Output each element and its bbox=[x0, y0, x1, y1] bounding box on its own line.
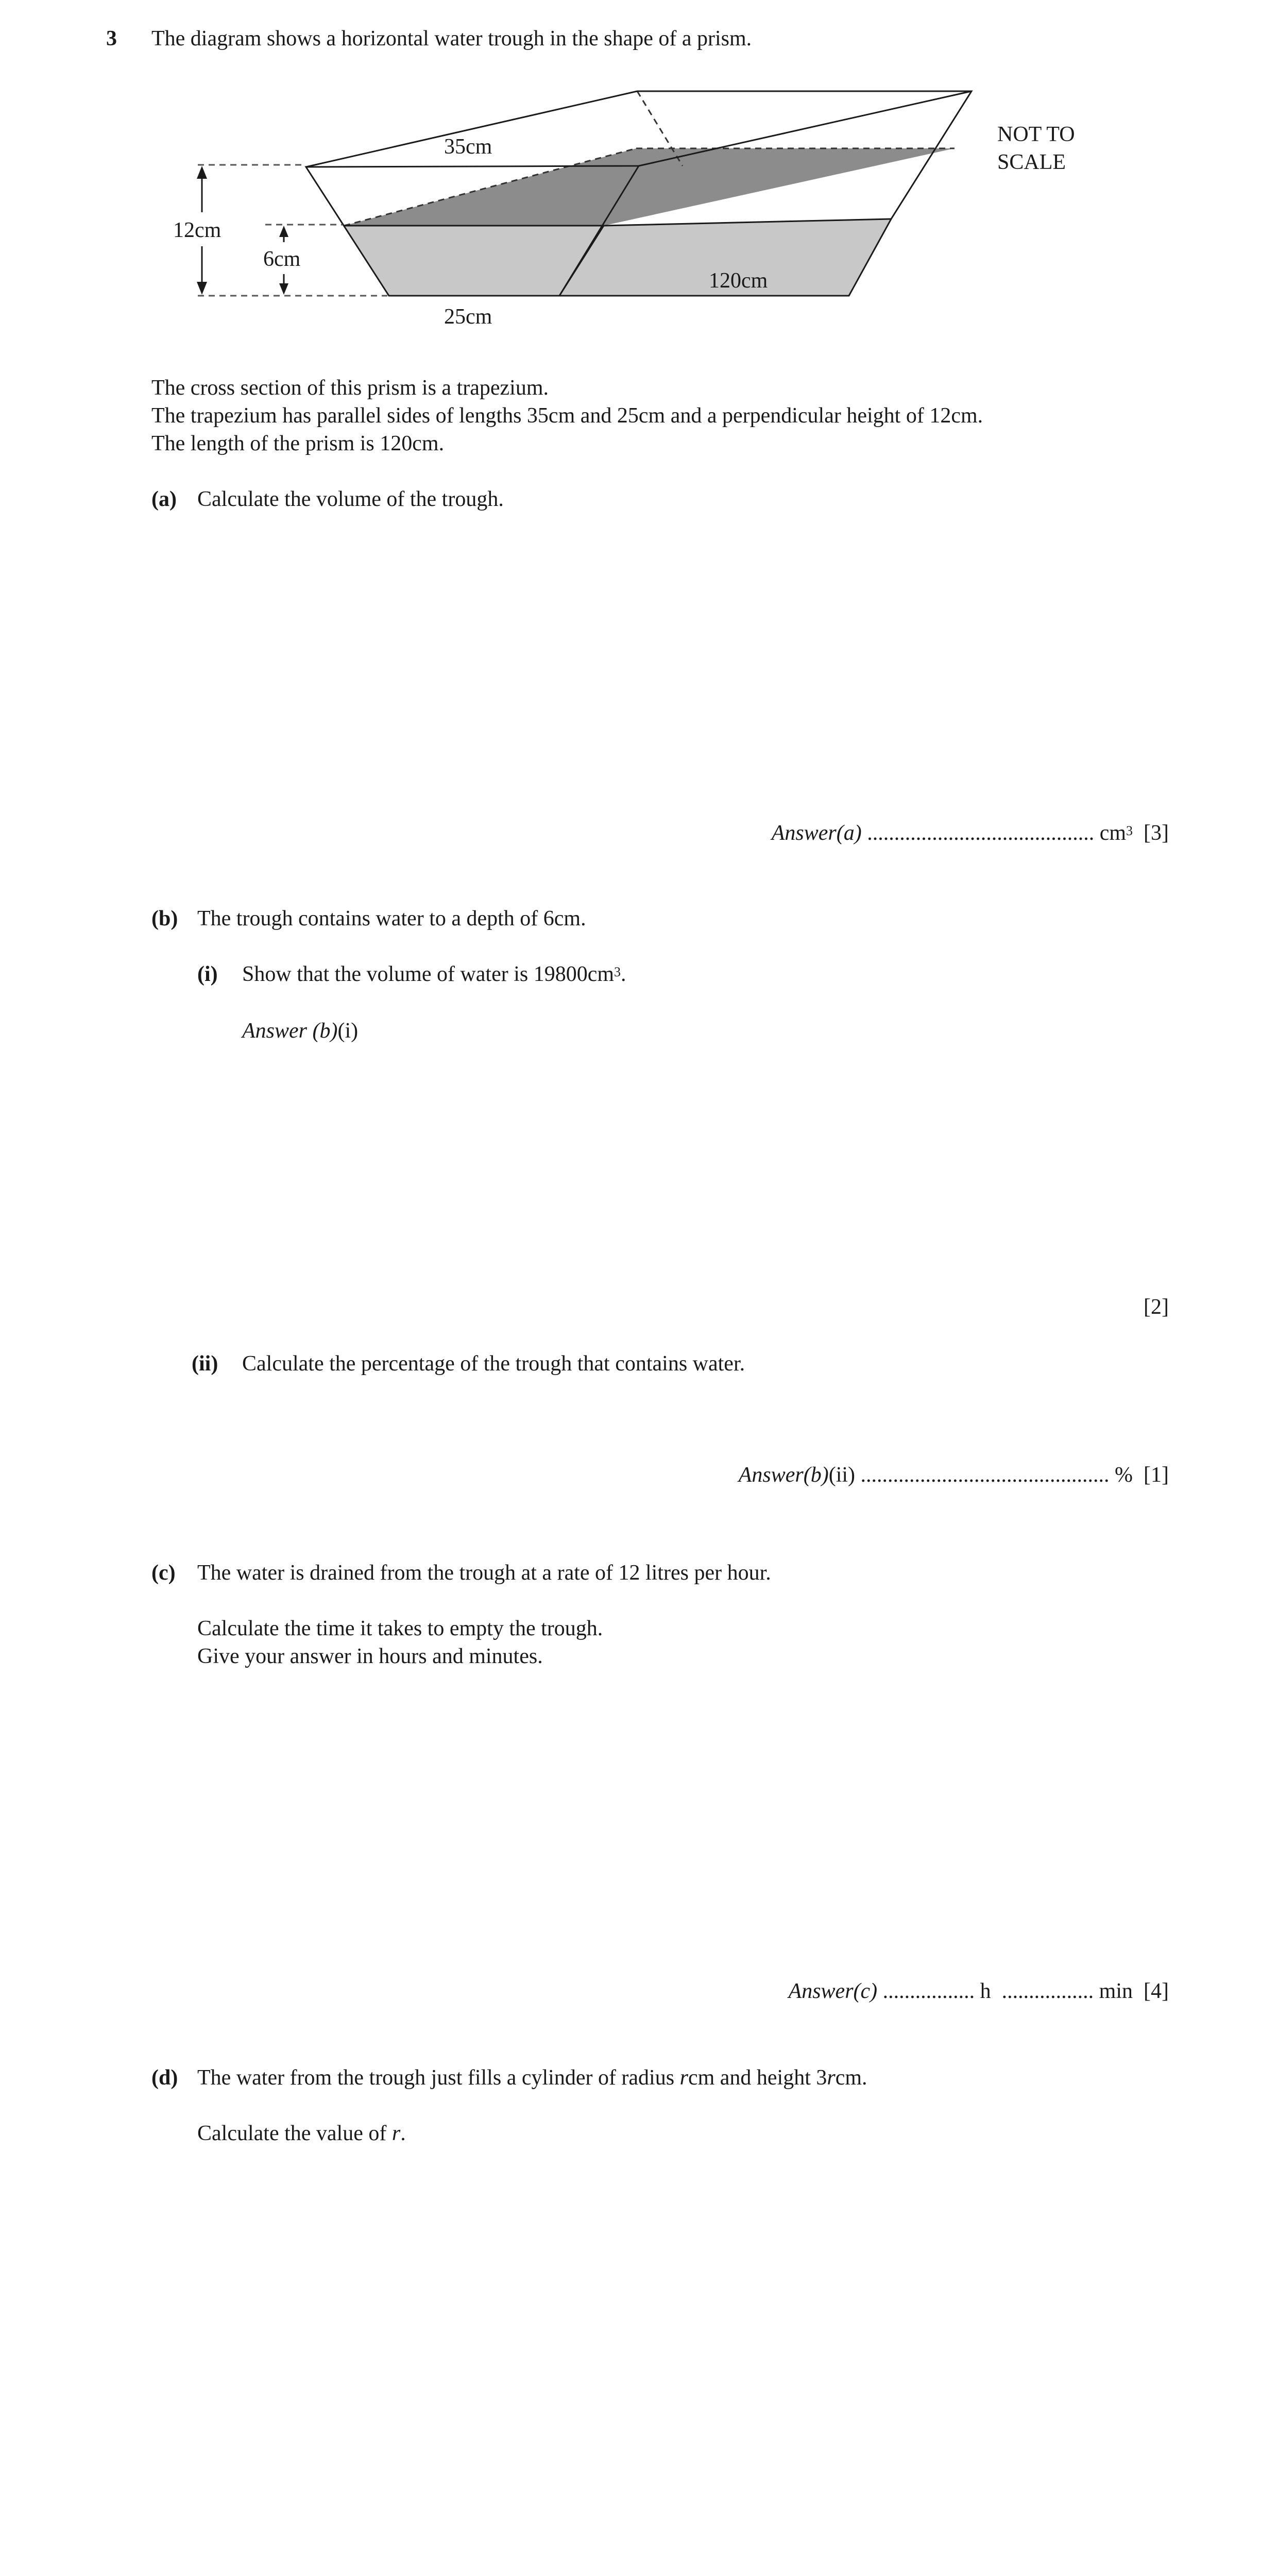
part-b-text: The trough contains water to a depth of 6cm. bbox=[197, 907, 586, 930]
description-line-2: The trapezium has parallel sides of lengths 35cm and 25cm and a perpendicular height of 12cm. bbox=[151, 404, 983, 428]
not-to-scale-line1: NOT TO bbox=[997, 123, 1075, 146]
part-c-text-2: Calculate the time it takes to empty the trough. bbox=[197, 1617, 603, 1640]
part-b-ii-answer-field[interactable]: .............................................. bbox=[860, 1463, 1110, 1487]
part-b-ii-text: Calculate the percentage of the trough that contains water. bbox=[242, 1352, 745, 1376]
part-b-ii-answer-line bbox=[739, 1461, 1169, 1489]
part-b-i-text-end: . bbox=[621, 962, 626, 986]
part-b-ii-unit: % bbox=[1115, 1463, 1133, 1487]
part-c-answer-label: Answer(c) bbox=[788, 1979, 878, 2003]
label-height: 12cm bbox=[173, 218, 221, 242]
depth-arrow-head-bottom bbox=[279, 283, 288, 295]
trough-diagram bbox=[0, 0, 1278, 361]
part-a-answer-field[interactable]: .......................................... bbox=[867, 821, 1095, 845]
height-arrow-head-top bbox=[197, 166, 207, 179]
part-a-text: Calculate the volume of the trough. bbox=[197, 487, 504, 511]
part-b-i-answer-label: Answer (b) bbox=[242, 1019, 338, 1043]
part-d-text2-line bbox=[197, 2120, 406, 2147]
question-number: 3 bbox=[106, 27, 117, 50]
part-a-unit: cm bbox=[1099, 821, 1127, 845]
part-b-label: (b) bbox=[151, 907, 178, 930]
not-to-scale-line2: SCALE bbox=[997, 150, 1066, 174]
part-d-text-b: cm and height 3 bbox=[688, 2066, 827, 2090]
depth-arrow-head-top bbox=[279, 226, 288, 237]
part-c-answer-line bbox=[789, 1977, 1169, 2005]
part-c-answer-field-hours[interactable]: ................. bbox=[882, 1979, 975, 2003]
part-c-marks: [4] bbox=[1144, 1979, 1169, 2003]
part-b-ii-answer-label: Answer(b) bbox=[738, 1463, 829, 1487]
part-c-text: The water is drained from the trough at a rate of 12 litres per hour. bbox=[197, 1561, 771, 1585]
part-d-label: (d) bbox=[151, 2066, 178, 2090]
part-d-text-c: cm. bbox=[835, 2066, 867, 2090]
part-d-var-r2: r bbox=[827, 2066, 836, 2090]
part-d-text2-end: . bbox=[400, 2122, 406, 2145]
part-c-text-3: Give your answer in hours and minutes. bbox=[197, 1645, 543, 1668]
part-b-i-text-sup: 3 bbox=[614, 964, 621, 979]
description-line-3: The length of the prism is 120cm. bbox=[151, 432, 445, 455]
part-a-answer-line bbox=[772, 819, 1169, 847]
label-bottom-length: 25cm bbox=[444, 305, 492, 329]
description-line-1: The cross section of this prism is a trapezium. bbox=[151, 376, 549, 400]
part-b-i-label: (i) bbox=[197, 962, 218, 986]
part-a-unit-sup: 3 bbox=[1126, 823, 1133, 838]
height-arrow-head-bottom bbox=[197, 282, 207, 295]
label-depth: 6cm bbox=[263, 247, 301, 271]
part-d-text2-a: Calculate the value of bbox=[197, 2122, 392, 2145]
part-b-ii-marks: [1] bbox=[1144, 1463, 1169, 1487]
part-d-text2-var: r bbox=[391, 2122, 401, 2145]
part-b-i-text: Show that the volume of water is 19800cm bbox=[242, 962, 615, 986]
part-c-unit-hours: h bbox=[980, 1979, 991, 2003]
water-surface bbox=[344, 148, 955, 226]
part-b-ii-answer-label-end: (ii) bbox=[828, 1463, 856, 1487]
part-b-i-answer-line bbox=[242, 1017, 358, 1045]
question-intro: The diagram shows a horizontal water trough in the shape of a prism. bbox=[151, 27, 752, 50]
part-c-answer-field-minutes[interactable]: ................. bbox=[1001, 1979, 1094, 2003]
part-b-i-text-line bbox=[242, 960, 626, 988]
part-a-answer-label: Answer(a) bbox=[771, 821, 862, 845]
part-d-text-line bbox=[197, 2064, 867, 2092]
part-c-unit-minutes: min bbox=[1099, 1979, 1133, 2003]
label-top-length: 35cm bbox=[444, 135, 492, 159]
part-b-ii-label: (ii) bbox=[192, 1352, 218, 1376]
label-prism-length: 120cm bbox=[709, 269, 768, 293]
part-b-i-answer-label-end: (i) bbox=[337, 1019, 359, 1043]
part-b-i-marks: [2] bbox=[1144, 1295, 1169, 1319]
part-c-label: (c) bbox=[151, 1561, 176, 1585]
part-d-text-a: The water from the trough just fills a cylinder of radius bbox=[197, 2066, 680, 2090]
part-a-marks: [3] bbox=[1144, 821, 1169, 845]
part-a-label: (a) bbox=[151, 487, 177, 511]
part-d-var-r: r bbox=[679, 2066, 688, 2090]
